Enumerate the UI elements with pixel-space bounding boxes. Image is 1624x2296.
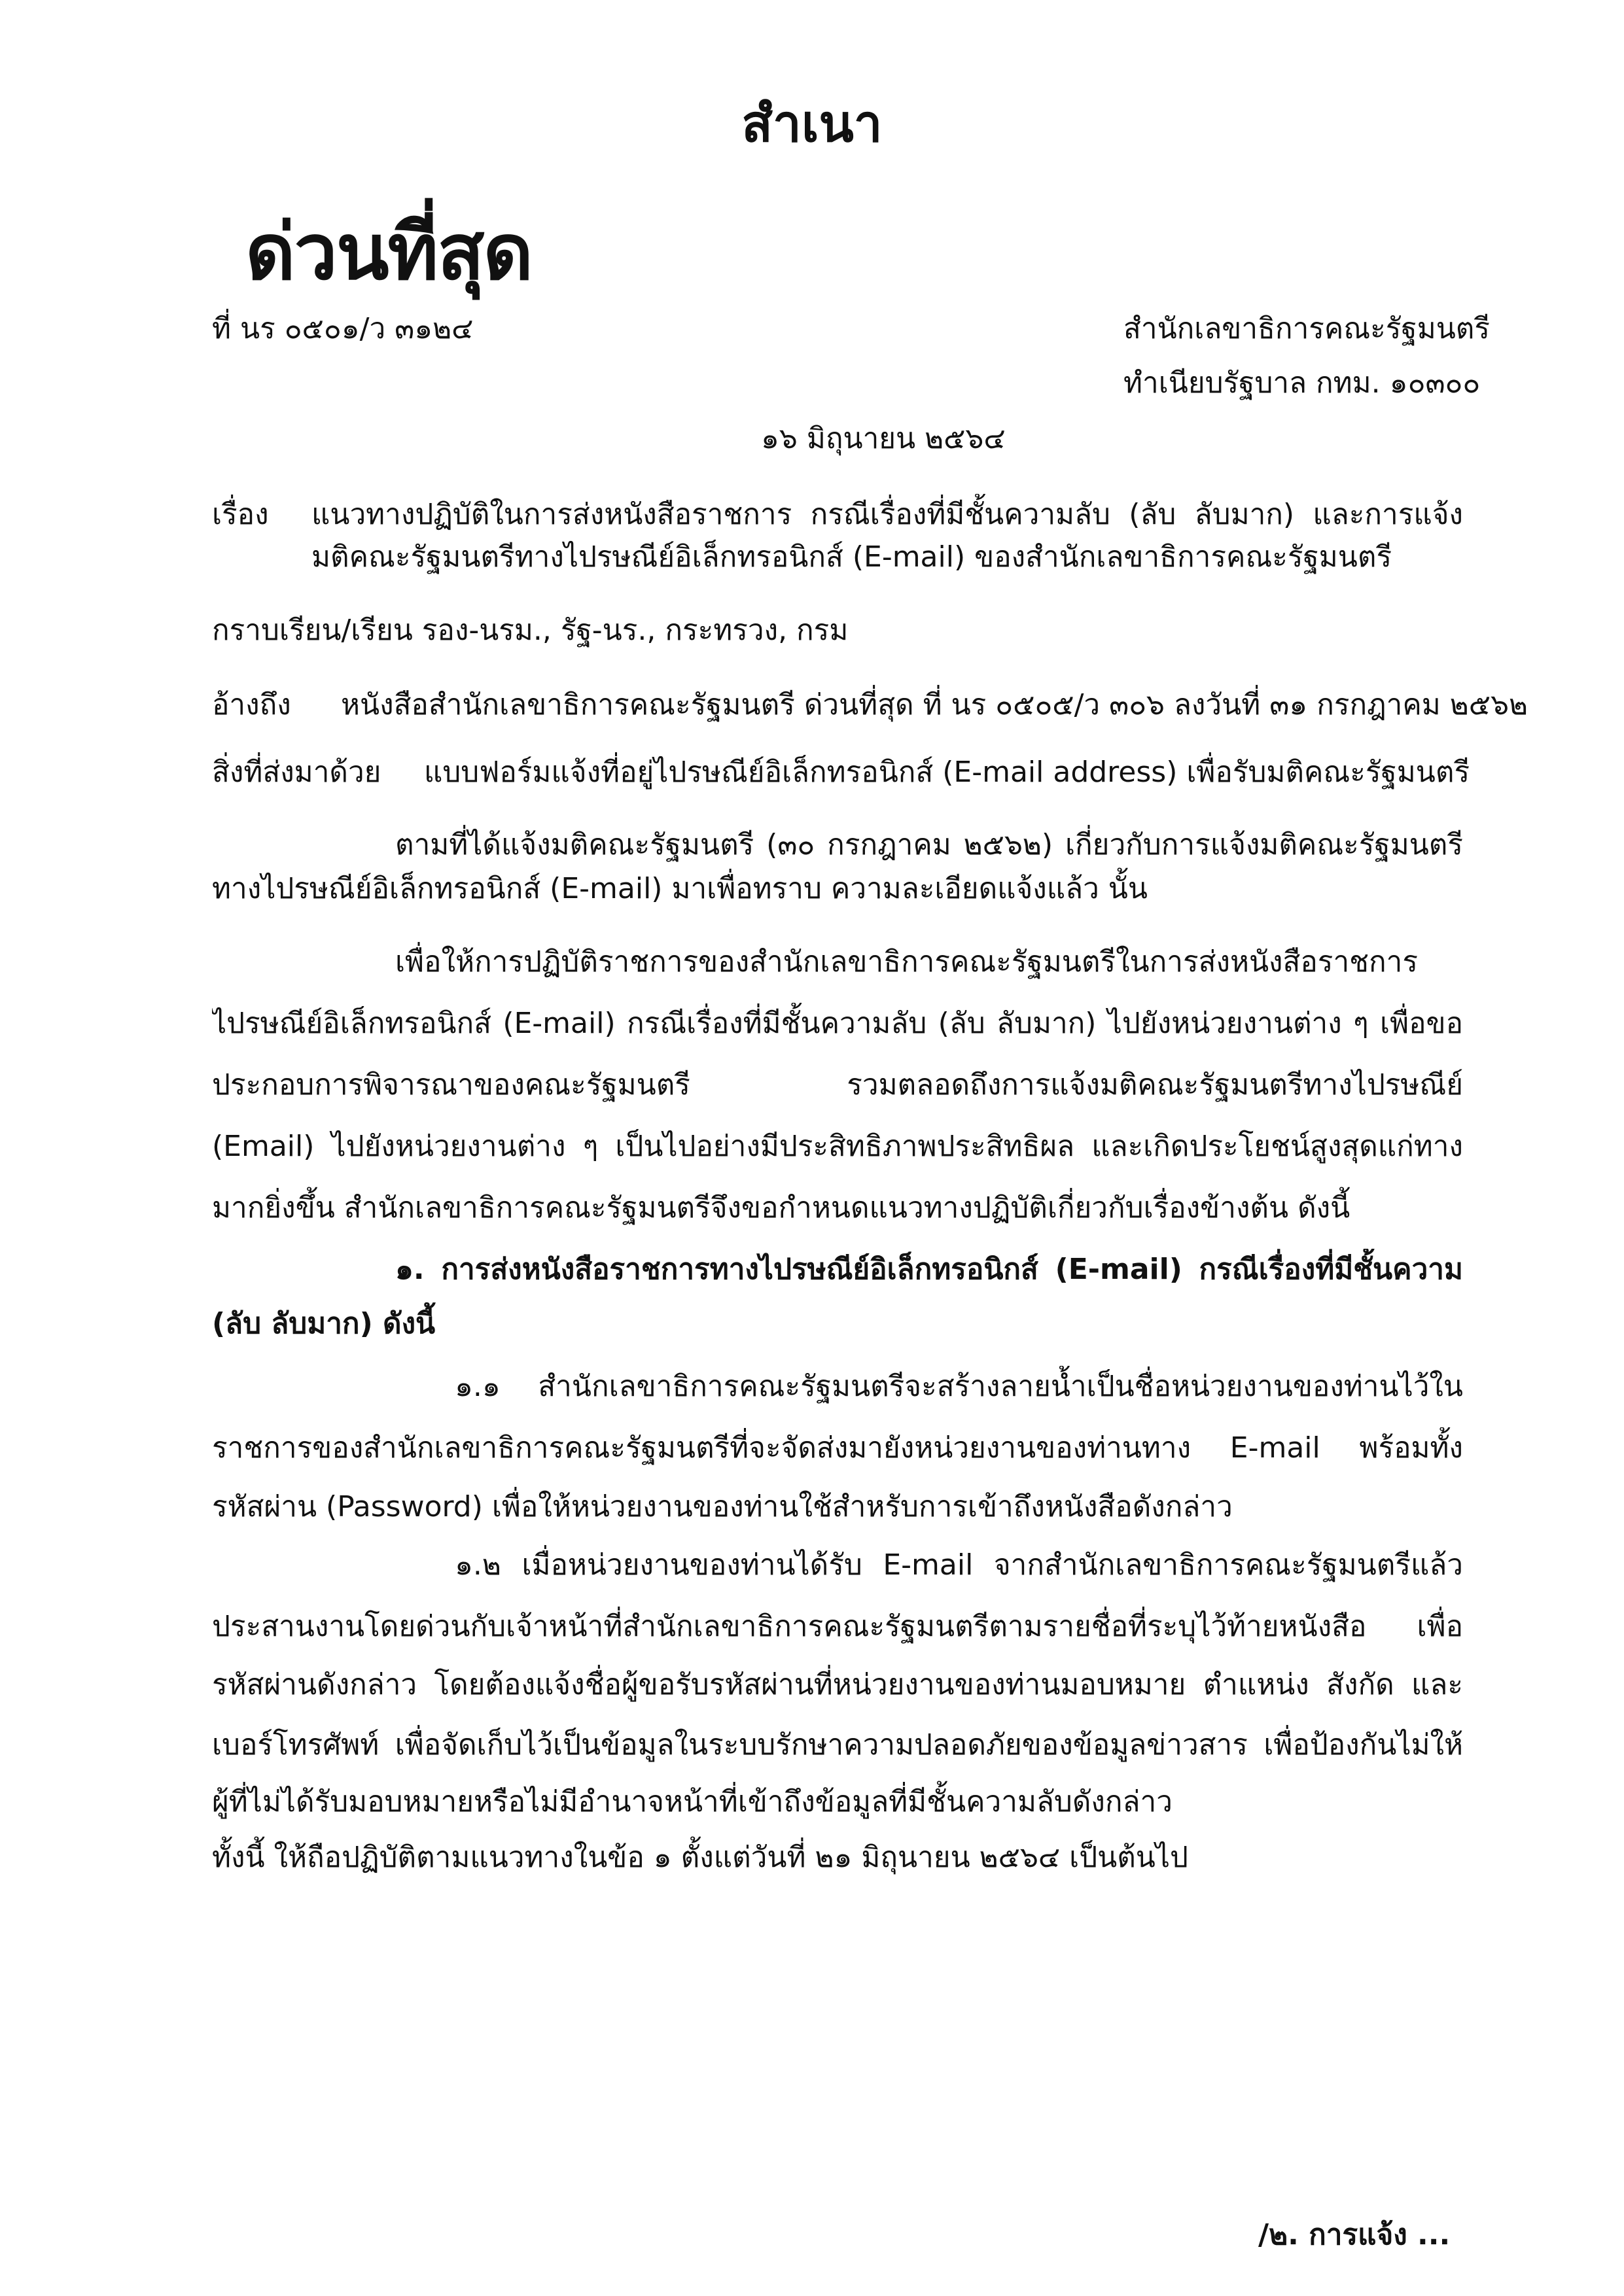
paragraph-line: ๑.๒ เมื่อหน่วยงานของท่านได้รับ E-mail จากสำนักเลขาธิการคณะรัฐมนตรีแล้ว <box>455 1548 1463 1582</box>
paragraph-line: ผู้ที่ไม่ได้รับมอบหมายหรือไม่มีอำนาจหน้าที่เข้าถึงข้อมูลที่มีชั้นความลับดังกล่าว <box>212 1785 1173 1818</box>
closing-line: ทั้งนี้ ให้ถือปฏิบัติตามแนวทางในข้อ ๑ ตั้งแต่วันที่ ๒๑ มิถุนายน ๒๕๖๔ เป็นต้นไป <box>212 1841 1188 1874</box>
enclosure-text: แบบฟอร์มแจ้งที่อยู่ไปรษณีย์อิเล็กทรอนิกส์ (E-mail address) เพื่อรับมติคณะรัฐมนตรี <box>424 756 1470 789</box>
paragraph-line: รหัสผ่าน (Password) เพื่อให้หน่วยงานของท่านใช้สำหรับการเข้าถึงหนังสือดังกล่าว <box>212 1490 1233 1523</box>
paragraph-line: เพื่อให้การปฏิบัติราชการของสำนักเลขาธิการคณะรัฐมนตรีในการส่งหนังสือราชการ <box>395 945 1418 979</box>
addressee: กราบเรียน/เรียน รอง-นรม., รัฐ-นร., กระทรวง, กรม <box>212 614 849 647</box>
paragraph-line: เบอร์โทรศัพท์ เพื่อจัดเก็บไว้เป็นข้อมูลในระบบรักษาความปลอดภัยของข้อมูลข่าวสาร เพื่อป้องกันไม่ให้ <box>212 1728 1463 1762</box>
section-heading: ๑. การส่งหนังสือราชการทางไปรษณีย์อิเล็กทรอนิกส์ (E-mail) กรณีเรื่องที่มีชั้นความ <box>395 1253 1463 1286</box>
section-heading: (ลับ ลับมาก) ดังนี้ <box>212 1307 436 1340</box>
paragraph-line: ประสานงานโดยด่วนกับเจ้าหน้าที่สำนักเลขาธิการคณะรัฐมนตรีตามรายชื่อที่ระบุไว้ท้ายหนังสือ เพื่อ <box>212 1610 1463 1643</box>
subject-line: แนวทางปฏิบัติในการส่งหนังสือราชการ กรณีเรื่องที่มีชั้นความลับ (ลับ ลับมาก) และการแจ้ง <box>311 498 1463 531</box>
urgency-stamp: ด่วนที่สุด <box>245 207 532 297</box>
reference-text: หนังสือสำนักเลขาธิการคณะรัฐมนตรี ด่วนที่สุด ที่ นร ๐๕๐๕/ว ๓๐๖ ลงวันที่ ๓๑ กรกฎาคม ๒๕๖๒ <box>341 688 1528 722</box>
paragraph-line: ราชการของสำนักเลขาธิการคณะรัฐมนตรีที่จะจัดส่งมายังหน่วยงานของท่านทาง E-mail พร้อมทั้ง <box>212 1431 1463 1465</box>
paragraph-line: ตามที่ได้แจ้งมติคณะรัฐมนตรี (๓๐ กรกฎาคม ๒๕๖๒) เกี่ยวกับการแจ้งมติคณะรัฐมนตรี <box>395 828 1463 861</box>
paragraph-line: ประกอบการพิจารณาของคณะรัฐมนตรี รวมตลอดถึงการแจ้งมติคณะรัฐมนตรีทางไปรษณีย์ <box>212 1068 1463 1102</box>
office-address: ทำเนียบรัฐบาล กทม. ๑๐๓๐๐ <box>1123 366 1481 400</box>
paragraph-line: มากยิ่งขึ้น สำนักเลขาธิการคณะรัฐมนตรีจึงขอกำหนดแนวทางปฏิบัติเกี่ยวกับเรื่องข้างต้น ดังนี้ <box>212 1191 1350 1225</box>
subject-line: มติคณะรัฐมนตรีทางไปรษณีย์อิเล็กทรอนิกส์ (E-mail) ของสำนักเลขาธิการคณะรัฐมนตรี <box>311 540 1392 574</box>
page-continuation: /๒. การแจ้ง ... <box>1258 2218 1451 2252</box>
paragraph-line: ทางไปรษณีย์อิเล็กทรอนิกส์ (E-mail) มาเพื่อทราบ ความละเอียดแจ้งแล้ว นั้น <box>212 872 1148 905</box>
office-name: สำนักเลขาธิการคณะรัฐมนตรี <box>1123 312 1490 345</box>
reference-number: ที่ นร ๐๕๐๑/ว ๓๑๒๔ <box>212 312 474 345</box>
document-date: ๑๖ มิถุนายน ๒๕๖๔ <box>761 422 1006 455</box>
paragraph-line: (Email) ไปยังหน่วยงานต่าง ๆ เป็นไปอย่างมีประสิทธิภาพประสิทธิผล และเกิดประโยชน์สูงสุดแก่ทาง <box>212 1130 1463 1163</box>
enclosure-label: สิ่งที่ส่งมาด้วย <box>212 756 381 789</box>
subject-label: เรื่อง <box>212 498 269 531</box>
reference-label: อ้างถึง <box>212 688 291 722</box>
copy-stamp: สำเนา <box>741 95 883 154</box>
paragraph-line: รหัสผ่านดังกล่าว โดยต้องแจ้งชื่อผู้ขอรับรหัสผ่านที่หน่วยงานของท่านมอบหมาย ตำแหน่ง สังกัด และ <box>212 1668 1463 1701</box>
paragraph-line: ๑.๑ สำนักเลขาธิการคณะรัฐมนตรีจะสร้างลายน้ำเป็นชื่อหน่วยงานของท่านไว้ใน <box>455 1370 1463 1403</box>
paragraph-line: ไปรษณีย์อิเล็กทรอนิกส์ (E-mail) กรณีเรื่องที่มีชั้นความลับ (ลับ ลับมาก) ไปยังหน่วยงานต่าง ๆ เพื่อขอ <box>212 1007 1463 1040</box>
